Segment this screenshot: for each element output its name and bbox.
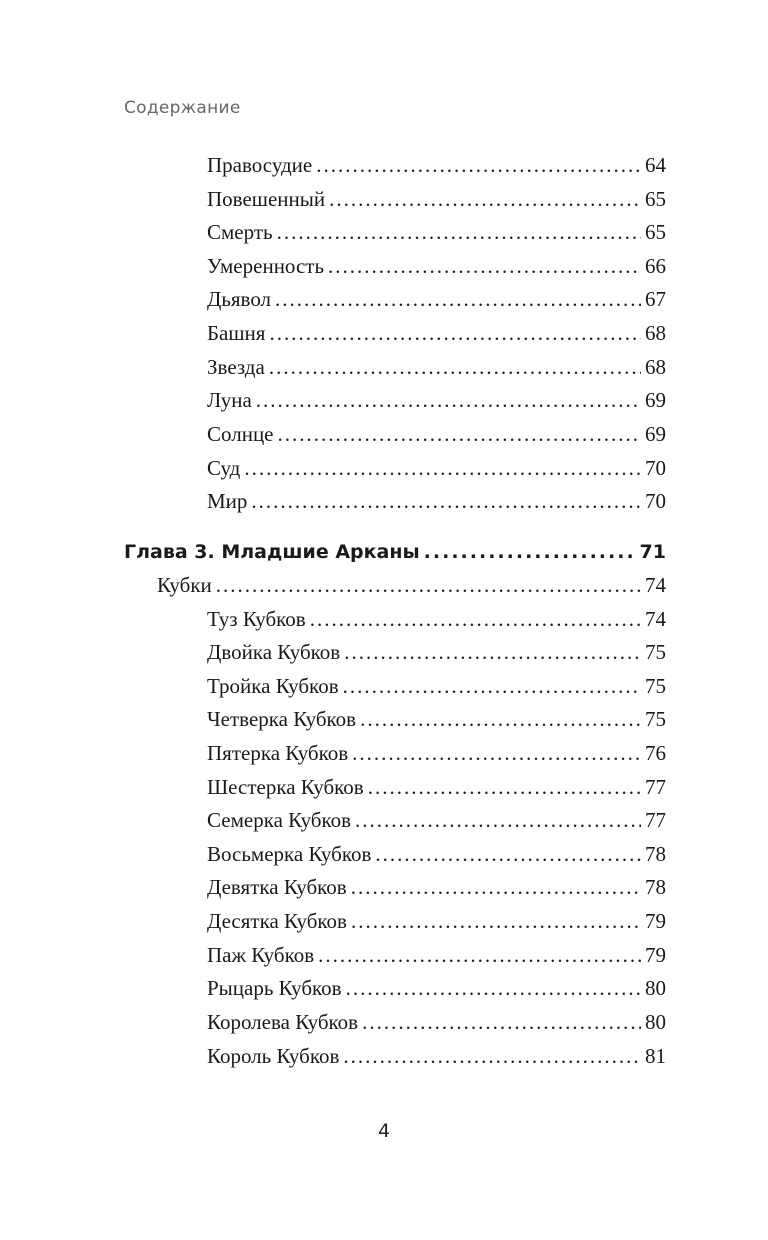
- toc-entry-page: 76: [645, 741, 666, 765]
- leader-dots: [277, 215, 641, 249]
- toc-entry-label: Рыцарь Кубков: [207, 976, 342, 1000]
- toc-entry-label: Королева Кубков: [207, 1010, 359, 1034]
- toc-entry[interactable]: [207, 383, 666, 417]
- toc-entry-page: 77: [645, 808, 666, 832]
- leader-dots: [368, 770, 641, 804]
- page-number: 4: [377, 1120, 391, 1142]
- toc-entry-label: Восьмерка Кубков: [207, 842, 372, 866]
- toc-entry[interactable]: [207, 249, 666, 283]
- leader-dots: [318, 938, 641, 972]
- toc-entry-label: Умеренность: [207, 254, 325, 278]
- leader-dots: [352, 736, 641, 770]
- toc-entry-page: 64: [645, 153, 666, 177]
- leader-dots: [278, 417, 641, 451]
- toc-entry-page: 78: [645, 842, 666, 866]
- leader-dots: [269, 316, 641, 350]
- toc-chapter-label: Глава 3. Младшие Арканы: [124, 541, 420, 563]
- toc-entry-label: Шестерка Кубков: [207, 775, 364, 799]
- leader-dots: [256, 383, 641, 417]
- toc-entry[interactable]: [207, 938, 666, 972]
- toc-entry-page: 69: [645, 388, 666, 412]
- toc-entry-label: Двойка Кубков: [207, 640, 341, 664]
- toc-entry-page: 75: [645, 640, 666, 664]
- toc-entry[interactable]: [207, 350, 666, 384]
- leader-dots: [329, 182, 641, 216]
- leader-dots: [251, 484, 641, 518]
- toc-entry-label: Десятка Кубков: [207, 909, 347, 933]
- toc-entry-page: 74: [645, 607, 666, 631]
- leader-dots: [343, 1039, 641, 1073]
- leader-dots: [346, 971, 641, 1005]
- toc-entry-page: 68: [645, 355, 666, 379]
- toc-entry-label: Четверка Кубков: [207, 707, 357, 731]
- toc-entry-label: Девятка Кубков: [207, 875, 347, 899]
- toc-entry-page: 78: [645, 875, 666, 899]
- toc-entry-label: Тройка Кубков: [207, 674, 339, 698]
- toc-entry-page: 70: [645, 489, 666, 513]
- toc-entry[interactable]: [207, 282, 666, 316]
- toc-entry-page: 67: [645, 287, 666, 311]
- toc-entry[interactable]: [207, 602, 666, 636]
- toc-entry-page: 79: [645, 909, 666, 933]
- toc-entry[interactable]: [207, 736, 666, 770]
- toc-entry-page: 79: [645, 943, 666, 967]
- toc-entry-label: Пятерка Кубков: [207, 741, 349, 765]
- leader-dots: [316, 148, 641, 182]
- toc-entry-page: 65: [645, 220, 666, 244]
- toc-entry-label: Повешенный: [207, 187, 326, 211]
- toc-entry[interactable]: [207, 215, 666, 249]
- toc-entry-label: Башня: [207, 321, 266, 345]
- toc-entry-label: Суд: [207, 456, 241, 480]
- leader-dots: [424, 535, 636, 569]
- leader-dots: [362, 1005, 641, 1039]
- toc-entry-page: 75: [645, 707, 666, 731]
- toc-entry[interactable]: [207, 770, 666, 804]
- toc-entry[interactable]: [207, 484, 666, 518]
- toc-entry[interactable]: [207, 870, 666, 904]
- toc-entry[interactable]: [207, 1039, 666, 1073]
- toc-entry-label: Солнце: [207, 422, 274, 446]
- toc-entry-page: 69: [645, 422, 666, 446]
- leader-dots: [344, 635, 641, 669]
- toc-entry-page: 81: [645, 1044, 666, 1068]
- leader-dots: [355, 803, 641, 837]
- toc-entry-page: 66: [645, 254, 666, 278]
- toc-entry[interactable]: [207, 182, 666, 216]
- toc-entry-label: Правосудие: [207, 153, 313, 177]
- leader-dots: [360, 702, 641, 736]
- toc-entry[interactable]: [207, 904, 666, 938]
- toc-entry-page: 70: [645, 456, 666, 480]
- toc-entry-label: Дьявол: [207, 287, 272, 311]
- toc-entry-label: Семерка Кубков: [207, 808, 352, 832]
- leader-dots: [275, 282, 641, 316]
- leader-dots: [216, 568, 641, 602]
- toc-entry[interactable]: [207, 316, 666, 350]
- toc-entry[interactable]: [207, 971, 666, 1005]
- toc-entry-label: Туз Кубков: [207, 607, 306, 631]
- toc-entry-label: Король Кубков: [207, 1044, 340, 1068]
- toc-entry-page: 77: [645, 775, 666, 799]
- toc-entry[interactable]: [207, 1005, 666, 1039]
- leader-dots: [375, 837, 641, 871]
- leader-dots: [269, 350, 641, 384]
- toc-entry[interactable]: [207, 837, 666, 871]
- toc-entry-page: 80: [645, 976, 666, 1000]
- toc-entry-page: 65: [645, 187, 666, 211]
- leader-dots: [328, 249, 641, 283]
- toc-section[interactable]: [157, 568, 666, 602]
- toc-entry-label: Луна: [207, 388, 252, 412]
- running-head: Содержание: [124, 98, 241, 118]
- leader-dots: [351, 870, 641, 904]
- leader-dots: [351, 904, 641, 938]
- toc-section-label: Кубки: [157, 573, 212, 597]
- toc-entry[interactable]: [207, 803, 666, 837]
- toc-entry-label: Звезда: [207, 355, 265, 379]
- toc-entry-page: 80: [645, 1010, 666, 1034]
- toc-entry[interactable]: [207, 417, 666, 451]
- toc-entry-label: Паж Кубков: [207, 943, 315, 967]
- toc-entry-label: Мир: [207, 489, 248, 513]
- leader-dots: [310, 602, 641, 636]
- leader-dots: [343, 669, 641, 703]
- toc-entry[interactable]: [207, 669, 666, 703]
- leader-dots: [244, 451, 641, 485]
- toc-entry[interactable]: [207, 635, 666, 669]
- toc-chapter-page: 71: [639, 541, 666, 563]
- toc-chapter[interactable]: [124, 535, 666, 569]
- toc-entry-label: Смерть: [207, 220, 273, 244]
- toc-entry[interactable]: [207, 451, 666, 485]
- toc-section-page: 74: [645, 573, 666, 597]
- toc-entry[interactable]: [207, 148, 666, 182]
- toc-entry-page: 68: [645, 321, 666, 345]
- toc-entry[interactable]: [207, 702, 666, 736]
- toc-entry-page: 75: [645, 674, 666, 698]
